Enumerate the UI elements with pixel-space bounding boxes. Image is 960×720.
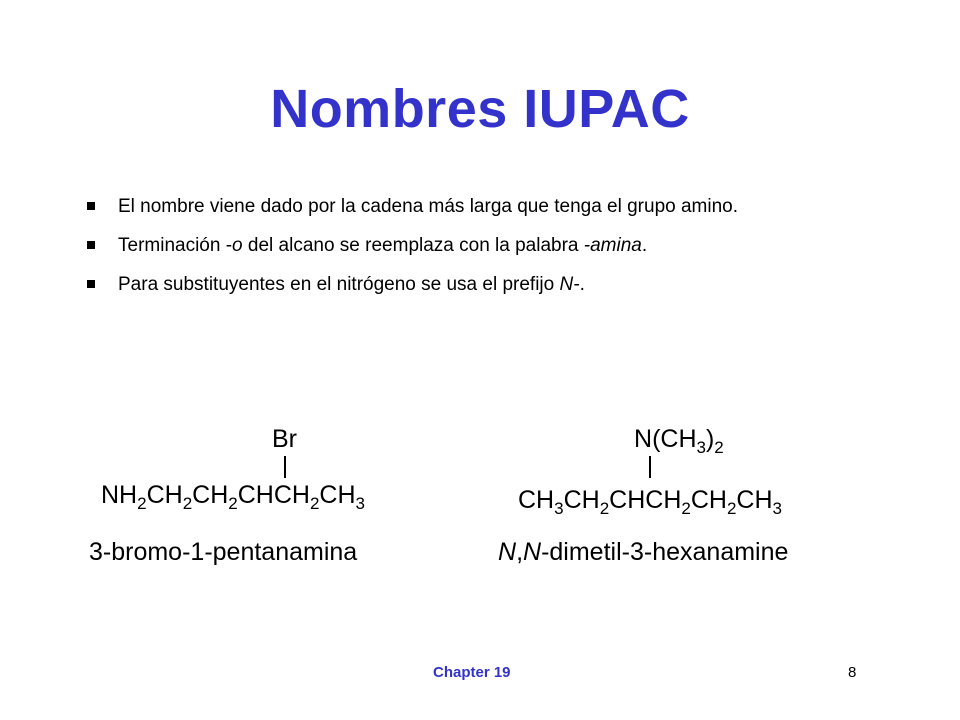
molecule1-substituent: Br bbox=[272, 425, 297, 453]
bullet-text: . bbox=[641, 235, 648, 256]
bullet-item-3 bbox=[84, 271, 880, 298]
molecule2-chain: $CH_3CH_2CHCH_2CH_2CH_3$ bbox=[518, 486, 782, 518]
square-bullet-icon bbox=[87, 280, 95, 288]
bullet-italic: o bbox=[232, 235, 243, 256]
bullet-italic: -amina bbox=[583, 235, 642, 256]
bullet-list bbox=[84, 193, 880, 310]
bullet-text: . bbox=[579, 274, 585, 295]
molecule1-chain: $NH_2CH_2CH_2CHCH_2CH_3$ bbox=[101, 481, 365, 513]
bullet-text: El nombre viene dado por la cadena más larga que tenga el grupo amino. bbox=[118, 196, 739, 217]
molecule2-substituent: $N(CH_3)_2$ bbox=[634, 425, 724, 457]
bullet-item-2 bbox=[84, 232, 880, 259]
bullet-text: Para substituyentes en el nitrógeno se usa el prefijo bbox=[118, 274, 560, 295]
molecule1-bond bbox=[284, 456, 286, 478]
square-bullet-icon bbox=[87, 202, 95, 210]
page-number: 8 bbox=[848, 664, 857, 681]
square-bullet-icon bbox=[87, 241, 95, 249]
molecule2-name: N,N-dimetil-3-hexanamine bbox=[498, 538, 789, 566]
slide-title: Nombres IUPAC bbox=[270, 79, 690, 139]
bullet-italic: N- bbox=[559, 274, 580, 295]
footer-chapter: Chapter 19 bbox=[433, 664, 511, 681]
bullet-item-1 bbox=[84, 193, 880, 220]
bullet-text: Terminación - bbox=[118, 235, 233, 256]
bullet-text: del alcano se reemplaza con la palabra bbox=[242, 235, 584, 256]
molecule1-name: 3-bromo-1-pentanamina bbox=[89, 538, 358, 566]
molecule2-bond bbox=[649, 456, 651, 478]
